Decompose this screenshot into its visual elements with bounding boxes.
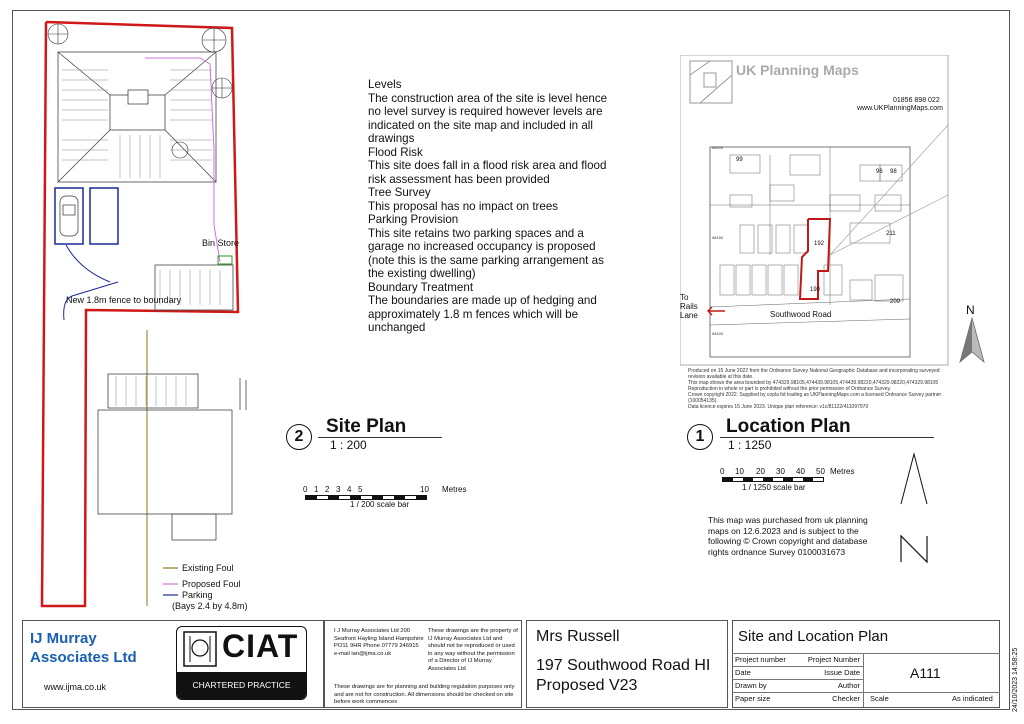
notes-text-boundary: The boundaries are made up of hedging and approximately 1.8 m fences which will be unchanged xyxy=(368,294,597,334)
os-copyright-line: Reproduction in whole or part is prohibited without the prior permission of Ordnance Survey. xyxy=(688,386,892,392)
planning-note: These drawings are for planning and building regulation purposes only and are not for construction. All dimensions should be checked on site before work commences xyxy=(334,684,515,706)
house-roof xyxy=(58,52,216,182)
notes-text-levels: The construction area of the site is level hence no level survey is required however levels are indicated on the site map and included in all drawings xyxy=(368,91,608,145)
field-date xyxy=(732,667,864,680)
ukpm-logo-text: UK Planning Maps xyxy=(736,62,859,78)
site-plan-scale: 1 : 200 xyxy=(330,438,367,452)
site-scale-unit: Metres xyxy=(442,485,467,494)
legend-bays-note: (Bays 2.4 by 4.8m) xyxy=(172,601,248,611)
notes-heading-flood: Flood Risk xyxy=(368,145,423,159)
drive-line xyxy=(66,245,110,282)
notes-text-tree: This proposal has no impact on trees xyxy=(368,199,559,213)
ukpm-phone: 01856 898 022 xyxy=(893,97,940,104)
roof-hatching xyxy=(62,70,212,178)
loc-scale-unit: Metres xyxy=(830,467,855,476)
field-value: Issue Date xyxy=(824,668,860,677)
notes-text-parking: This site retains two parking spaces and a garage no increased occupancy is proposed (note this is the same parking arrangement as the existing dwelling) xyxy=(368,226,604,280)
site-scale-tick-4: 4 xyxy=(347,485,352,494)
field-label: Project number xyxy=(735,655,786,664)
map-purchase-note: This map was purchased from uk planning maps on 12.6.2023 and is subject to the following © Crown copyright and database rights ordnance Survey 0100031673 xyxy=(708,515,868,557)
project-version: Proposed V23 xyxy=(536,677,638,694)
house-number-190: 190 xyxy=(810,287,821,293)
loc-scale-tick-20: 20 xyxy=(756,467,765,476)
drawing-number: A111 xyxy=(910,665,941,681)
property-note: These drawings are the property of IJ Murray Associates Ltd and should not be reproduced or used in any way without the permission of a Director of IJ Murray Associates Ltd xyxy=(428,628,518,672)
site-scale-tick-10: 10 xyxy=(420,485,429,494)
site-plan-title: Site Plan xyxy=(326,416,407,437)
legend-existing-foul: Existing Foul xyxy=(182,563,234,573)
company-website: www.ijma.co.uk xyxy=(44,682,107,692)
os-copyright-line: Produced on 15 June 2022 from the Ordnance Survey National Geographic Database and incorporating surveyed revision available at this date. xyxy=(688,368,940,380)
field-value: Author xyxy=(837,681,860,690)
field-value: Project Number xyxy=(807,655,860,664)
field-drawn-by xyxy=(732,680,864,693)
notes-text-flood: This site does fall in a flood risk area and flood risk assessment has been provided xyxy=(368,159,607,186)
rails-lane-label: To Rails Lane xyxy=(680,293,698,320)
north-letter: N xyxy=(966,303,975,317)
scale-value: As indicated xyxy=(952,694,993,703)
project-address: 197 Southwood Road HI xyxy=(536,657,711,674)
house-number-211: 211 xyxy=(886,231,896,237)
site-plan-number: 2 xyxy=(286,424,312,450)
field-paper-size xyxy=(732,693,864,707)
parking-bay-1 xyxy=(55,188,83,244)
location-plan-scale: 1 : 1250 xyxy=(728,438,772,452)
loc-scale-caption: 1 / 1250 scale bar xyxy=(742,483,806,492)
site-scale-caption: 1 / 200 scale bar xyxy=(350,500,410,509)
neighbour-house xyxy=(98,374,246,540)
loc-scale-tick-30: 30 xyxy=(776,467,785,476)
ukpm-website: www.UKPlanningMaps.com xyxy=(857,105,943,112)
notes-heading-tree: Tree Survey xyxy=(368,186,431,199)
scale-label: Scale xyxy=(870,694,889,703)
north-arrow-icon xyxy=(896,452,932,564)
client-name: Mrs Russell xyxy=(536,628,620,645)
os-copyright-line: Crown copyright 2022. Supplied by copla ltd trading as UKPlanningMaps.com a licensed Ordnance Survey partner (100054135). xyxy=(688,392,942,404)
planning-notes xyxy=(368,78,618,335)
os-copyright-line: This map shows the area bounded by 474329.98105,474439.98105,474439.98220,474329.98220,474329.98105 xyxy=(688,380,939,386)
site-scale-tick-0: 0 xyxy=(303,485,308,494)
loc-scale-tick-50: 50 xyxy=(816,467,825,476)
location-plan-number: 1 xyxy=(687,424,713,450)
grid-ref-98100: 98100 xyxy=(712,331,724,336)
fence-label: New 1.8m fence to boundary xyxy=(66,295,182,305)
field-label: Paper size xyxy=(735,694,771,703)
site-scale-tick-5: 5 xyxy=(358,485,363,494)
legend-parking: Parking xyxy=(182,590,213,600)
parking-bay-2 xyxy=(90,188,118,244)
bin-store-label: Bin Store xyxy=(202,238,240,248)
house-number-99: 99 xyxy=(736,157,743,163)
ciat-crest-icon xyxy=(182,630,218,668)
company-name: IJ Murray Associates Ltd xyxy=(30,630,137,666)
field-label: Date xyxy=(735,668,751,677)
sheet-title: Site and Location Plan xyxy=(738,628,889,645)
road-label: Southwood Road xyxy=(770,310,832,319)
ciat-text: CIAT xyxy=(222,628,299,664)
house-number-192: 192 xyxy=(814,241,825,247)
loc-scale-tick-10: 10 xyxy=(735,467,744,476)
notes-heading-boundary: Boundary Treatment xyxy=(368,280,474,294)
field-label: Drawn by xyxy=(735,681,767,690)
grid-ref-98150: 98150 xyxy=(712,235,724,240)
field-project-number xyxy=(732,654,864,667)
loc-scale-tick-0: 0 xyxy=(720,467,725,476)
os-copyright-line: Data licence expires 15 June 2023. Unique plan reference: v1c/81122/411097970 xyxy=(688,404,869,410)
house-number-96: 96 xyxy=(876,169,883,175)
os-copyright xyxy=(688,368,948,410)
company-address: I J Murray Associates Ltd 200 Seafront Hayling Island Hampshire PO11 9HR Phone 07779 246915 e-mail ian@ijma.co.uk xyxy=(334,628,424,657)
ciat-caption: CHARTERED PRACTICE xyxy=(192,680,291,690)
location-plan-title: Location Plan xyxy=(726,416,851,437)
grid-ref-98200: 98200 xyxy=(712,145,724,150)
legend-proposed-foul: Proposed Foul xyxy=(182,579,241,589)
loc-scale-tick-40: 40 xyxy=(796,467,805,476)
car-symbol xyxy=(60,196,78,236)
print-timestamp: 24/10/2023 14:58:25 xyxy=(1012,647,1019,712)
notes-heading-levels: Levels xyxy=(368,78,402,91)
notes-heading-parking: Parking Provision xyxy=(368,213,459,226)
site-boundary xyxy=(42,22,238,606)
site-scale-tick-1: 1 xyxy=(314,485,319,494)
house-number-98: 98 xyxy=(890,169,897,175)
site-scale-tick-3: 3 xyxy=(336,485,341,494)
site-scale-tick-2: 2 xyxy=(325,485,330,494)
field-value: Checker xyxy=(832,694,860,703)
house-number-209: 209 xyxy=(890,299,901,305)
loc-scale-bar xyxy=(722,477,824,482)
